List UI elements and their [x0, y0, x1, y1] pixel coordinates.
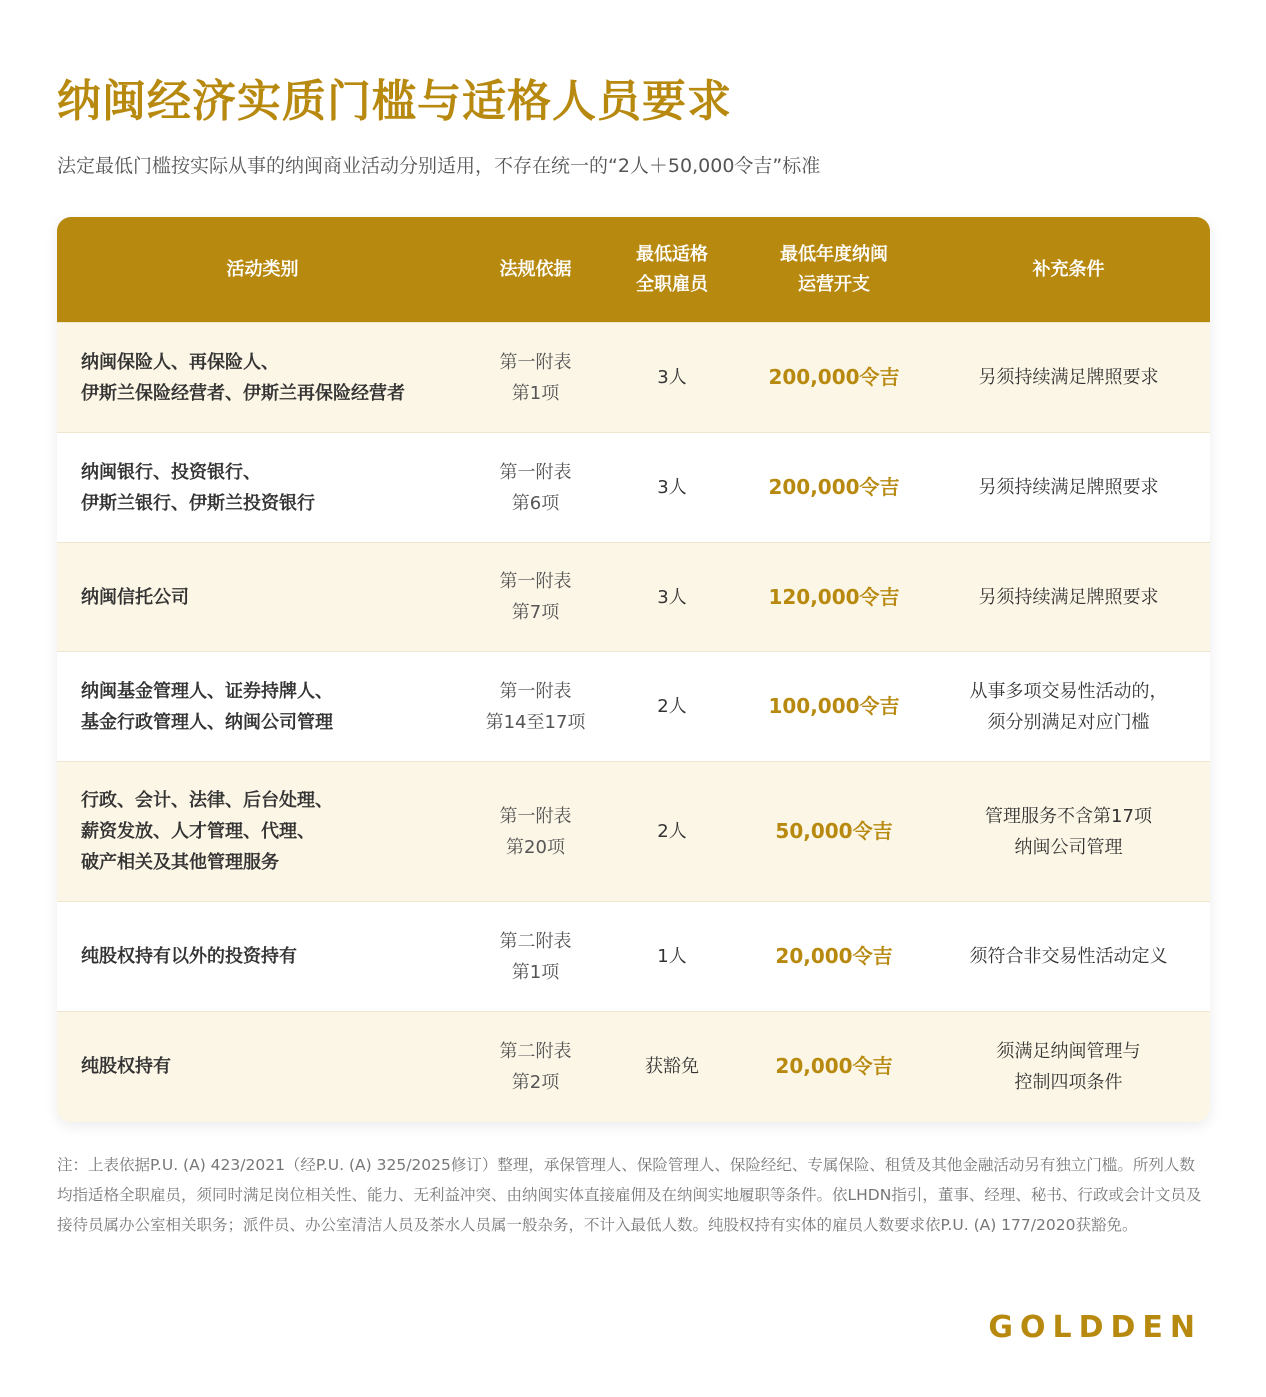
table-row: [57, 652, 1210, 762]
cell-staff: 3人: [603, 543, 741, 652]
cell-expense: 20,000令吉: [741, 1012, 927, 1122]
header-conditions: 补充条件: [927, 217, 1210, 323]
cell-basis: 第一附表 第1项: [468, 323, 603, 433]
cell-category: 行政、会计、法律、后台处理、 薪资发放、人才管理、代理、 破产相关及其他管理服务: [57, 762, 468, 902]
header-basis: 法规依据: [468, 217, 603, 323]
cell-basis: 第一附表 第6项: [468, 433, 603, 543]
cell-basis: 第二附表 第1项: [468, 902, 603, 1012]
cell-staff: 3人: [603, 323, 741, 433]
cell-staff: 2人: [603, 652, 741, 762]
cell-basis: 第一附表 第20项: [468, 762, 603, 902]
page-title: 纳闽经济实质门槛与适格人员要求: [57, 76, 732, 127]
cell-basis: 第一附表 第14至17项: [468, 652, 603, 762]
threshold-table: [57, 217, 1210, 1122]
cell-conditions: 须符合非交易性活动定义: [927, 902, 1210, 1012]
cell-category: 纳闽银行、投资银行、 伊斯兰银行、伊斯兰投资银行: [57, 433, 468, 543]
table-header-row: [57, 217, 1210, 323]
cell-category: 纯股权持有以外的投资持有: [57, 902, 468, 1012]
table-row: [57, 1012, 1210, 1122]
table-row: [57, 902, 1210, 1012]
cell-expense: 100,000令吉: [741, 652, 927, 762]
header-category: 活动类别: [57, 217, 468, 323]
cell-basis: 第一附表 第7项: [468, 543, 603, 652]
cell-category: 纳闽保险人、再保险人、 伊斯兰保险经营者、伊斯兰再保险经营者: [57, 323, 468, 433]
cell-expense: 200,000令吉: [741, 323, 927, 433]
cell-conditions: 管理服务不含第17项 纳闽公司管理: [927, 762, 1210, 902]
cell-expense: 120,000令吉: [741, 543, 927, 652]
header-expense: 最低年度纳闽 运营开支: [741, 217, 927, 323]
cell-category: 纳闽信托公司: [57, 543, 468, 652]
cell-staff: 3人: [603, 433, 741, 543]
cell-conditions: 另须持续满足牌照要求: [927, 433, 1210, 543]
cell-category: 纯股权持有: [57, 1012, 468, 1122]
footnote: 注：上表依据P.U. (A) 423/2021（经P.U. (A) 325/2025修订）整理，承保管理人、保险管理人、保险经纪、专属保险、租赁及其他金融活动另有独立门槛。所列人数均指适格全职雇员，须同时满足岗位相关性、能力、无利益冲突、由纳闽实体直接雇佣及在纳闽实地履职等条件。依LHDN指引，董事、经理、秘书、行政或会计文员及接待员属办公室相关职务；派件员、办公室清洁人员及茶水人员属一般杂务，不计入最低人数。纯股权持有实体的雇员人数要求依P.U. (A) 177/2020获豁免。: [57, 1156, 1202, 1234]
table-row: [57, 762, 1210, 902]
cell-conditions: 另须持续满足牌照要求: [927, 323, 1210, 433]
cell-expense: 50,000令吉: [741, 762, 927, 902]
cell-conditions: 须满足纳闽管理与 控制四项条件: [927, 1012, 1210, 1122]
cell-conditions: 另须持续满足牌照要求: [927, 543, 1210, 652]
header-staff: 最低适格 全职雇员: [603, 217, 741, 323]
table-body: [57, 323, 1210, 1122]
cell-expense: 200,000令吉: [741, 433, 927, 543]
cell-expense: 20,000令吉: [741, 902, 927, 1012]
cell-staff: 1人: [603, 902, 741, 1012]
cell-staff: 2人: [603, 762, 741, 902]
table-row: [57, 433, 1210, 543]
page-subtitle: 法定最低门槛按实际从事的纳闽商业活动分别适用，不存在统一的“2人＋50,000令吉”标准: [57, 155, 821, 177]
cell-category: 纳闽基金管理人、证券持牌人、 基金行政管理人、纳闽公司管理: [57, 652, 468, 762]
cell-basis: 第二附表 第2项: [468, 1012, 603, 1122]
table-row: [57, 323, 1210, 433]
threshold-table-card: [57, 217, 1210, 1122]
brand-logo: GOLDDEN: [988, 1310, 1202, 1345]
table-row: [57, 543, 1210, 652]
cell-staff: 获豁免: [603, 1012, 741, 1122]
cell-conditions: 从事多项交易性活动的， 须分别满足对应门槛: [927, 652, 1210, 762]
